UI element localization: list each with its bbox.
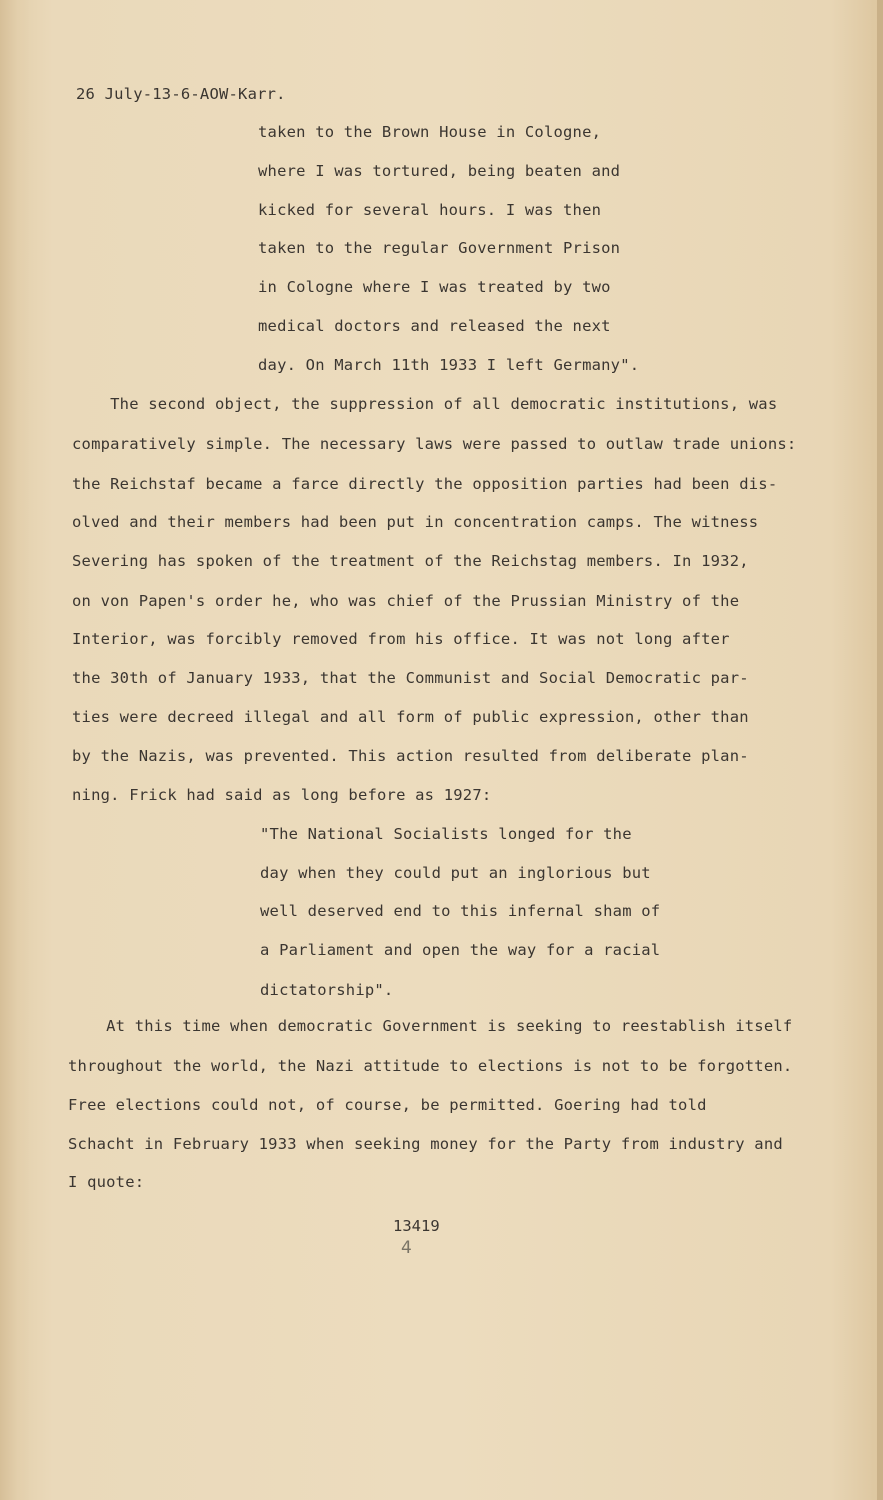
paragraph-line: on von Papen's order he, who was chief of the Prussian Ministry of the: [72, 592, 740, 610]
paragraph-line: ning. Frick had said as long before as 1927:: [72, 786, 492, 804]
quote-line: "The National Socialists longed for the: [260, 825, 632, 843]
paragraph-line: Severing has spoken of the treatment of the Reichstag members. In 1932,: [72, 552, 749, 570]
paragraph-line: the 30th of January 1933, that the Communist and Social Democratic par-: [72, 669, 749, 687]
quote-line: a Parliament and open the way for a racial: [260, 941, 661, 959]
quote-line: kicked for several hours. I was then: [258, 201, 602, 219]
quote-line: in Cologne where I was treated by two: [258, 278, 611, 296]
paragraph-line: Interior, was forcibly removed from his office. It was not long after: [72, 630, 730, 648]
quote-line: taken to the Brown House in Cologne,: [258, 123, 602, 141]
paragraph-line: throughout the world, the Nazi attitude to elections is not to be forgotten.: [68, 1057, 793, 1075]
paragraph-line: ties were decreed illegal and all form of public expression, other than: [72, 708, 749, 726]
quote-line: taken to the regular Government Prison: [258, 239, 621, 257]
paragraph-line: At this time when democratic Government is seeking to reestablish itself: [68, 1017, 793, 1035]
document-header: 26 July-13-6-AOW-Karr.: [76, 85, 286, 103]
paper-right-edge: [877, 0, 883, 1500]
quote-line: well deserved end to this infernal sham of: [260, 902, 661, 920]
handwritten-page-mark: 4: [401, 1238, 412, 1258]
paragraph-line: the Reichstaf became a farce directly the opposition parties had been dis-: [72, 475, 778, 493]
paper-left-edge: [0, 0, 30, 1500]
quote-line: day. On March 11th 1933 I left Germany".: [258, 356, 640, 374]
page-number: 13419: [393, 1217, 440, 1235]
quote-line: medical doctors and released the next: [258, 317, 611, 335]
paragraph-line: comparatively simple. The necessary laws were passed to outlaw trade unions:: [72, 435, 797, 453]
paragraph-line: Schacht in February 1933 when seeking money for the Party from industry and: [68, 1135, 783, 1153]
paragraph-line: by the Nazis, was prevented. This action resulted from deliberate plan-: [72, 747, 749, 765]
quote-line: where I was tortured, being beaten and: [258, 162, 621, 180]
quote-line: day when they could put an inglorious but: [260, 864, 651, 882]
quote-line: dictatorship".: [260, 981, 394, 999]
paragraph-line: The second object, the suppression of all democratic institutions, was: [72, 395, 778, 413]
paragraph-line: olved and their members had been put in concentration camps. The witness: [72, 513, 759, 531]
paragraph-line: I quote:: [68, 1173, 145, 1191]
paragraph-line: Free elections could not, of course, be permitted. Goering had told: [68, 1096, 707, 1114]
